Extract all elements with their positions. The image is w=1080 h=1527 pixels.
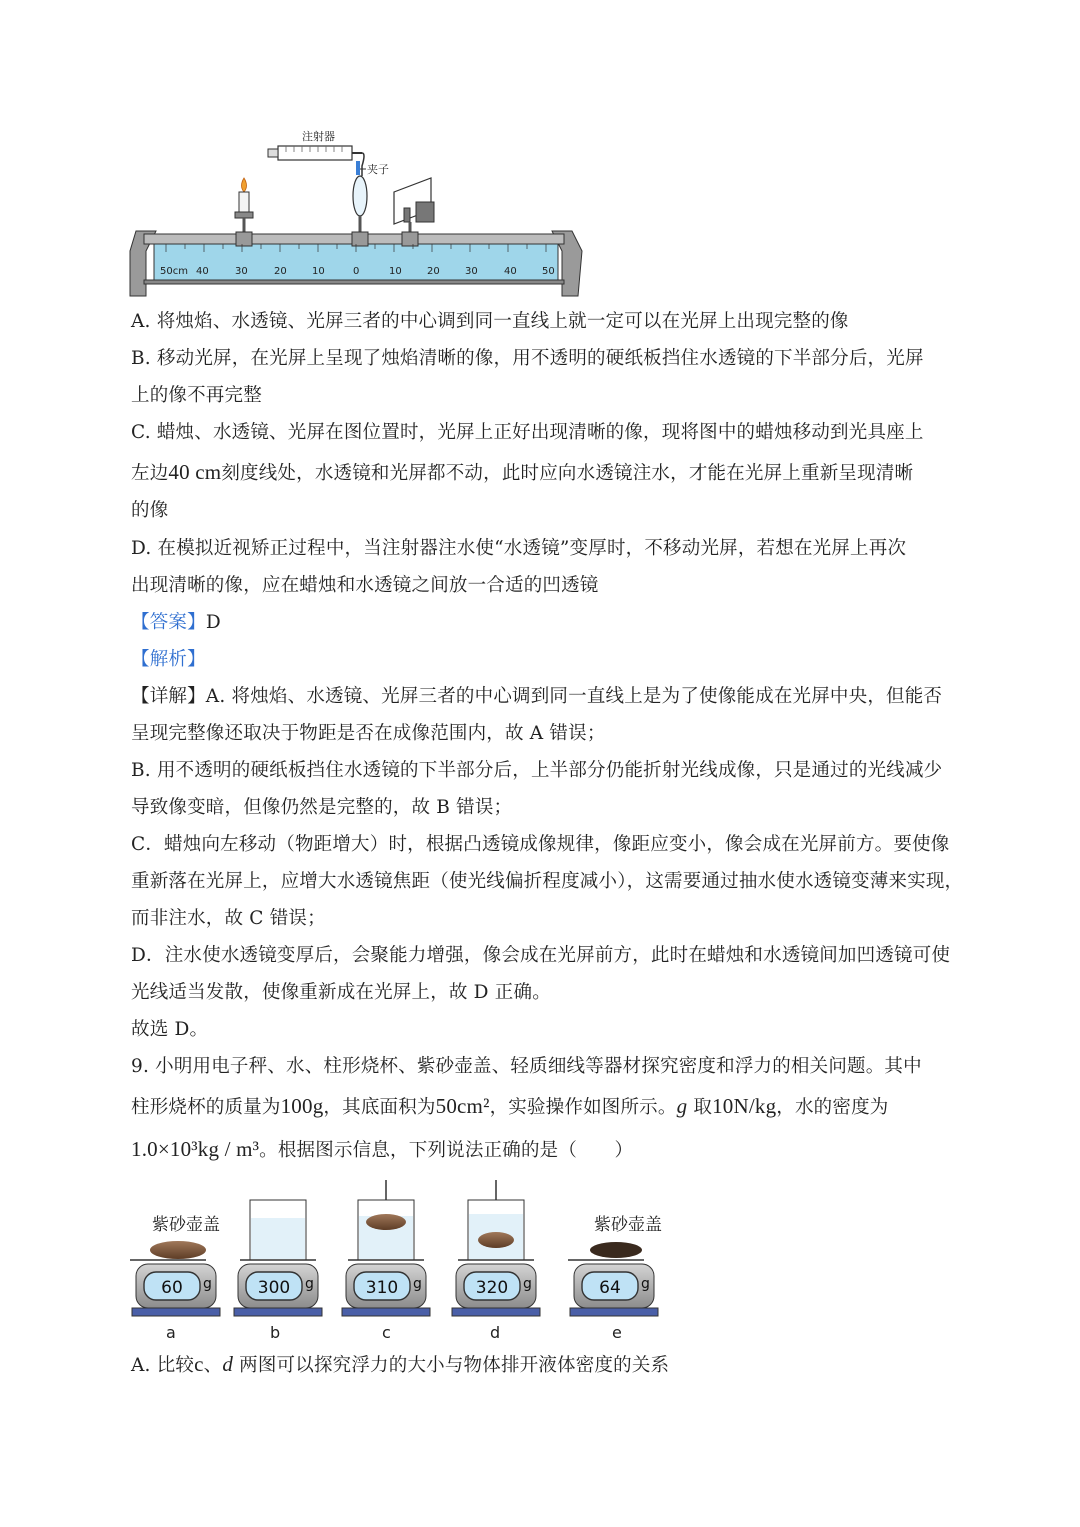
water-density: 1.0×10³kg / m³ [131, 1137, 260, 1161]
q8-option-c-line3: 的像 [131, 500, 169, 521]
ruler-tick-label: 40 [504, 266, 517, 277]
scale-reading: 320 [475, 1278, 509, 1298]
q9-line3 [131, 1137, 633, 1163]
detail-line-7: 而非注水，故 C 错误； [131, 908, 326, 929]
scale-unit: g [203, 1276, 212, 1292]
base-area: 50cm² [435, 1094, 490, 1118]
scale-unit: g [641, 1276, 650, 1292]
syringe-label: 注射器 [302, 130, 335, 143]
q9-text: 取 [687, 1097, 713, 1118]
clip-label: 夹子 [367, 163, 389, 176]
detail-line-4: 导致像变暗，但像仍然是完整的，故 B 错误； [131, 797, 513, 818]
q9-line1: 9. 小明用电子秤、水、柱形烧杯、紫砂壶盖、轻质细线等器材探究密度和浮力的相关问题。其中 [131, 1056, 922, 1077]
scale-letter: b [270, 1323, 281, 1342]
scale-reading: 60 [161, 1278, 183, 1298]
analysis-tag: 【解析】 [131, 649, 206, 670]
lid-label-e: 紫砂壶盖 [594, 1215, 662, 1235]
q8-option-c-text: 刻度线处，水透镜和光屏都不动，此时应向水透镜注水，才能在光屏上重新呈现清晰 [221, 463, 914, 484]
scale-reading: 300 [257, 1278, 291, 1298]
detail-line-2: 呈现完整像还取决于物距是否在成像范围内，故 A 错误； [131, 723, 606, 744]
ruler-tick-label: 0 [353, 266, 360, 277]
ruler-tick-label: 20 [427, 266, 440, 277]
q9-text: ，实验操作如图所示。 [489, 1097, 677, 1118]
scales-figure [126, 1176, 686, 1346]
scale-letter: d [490, 1323, 501, 1342]
optical-bench-figure [126, 126, 586, 301]
fig-ref-d: d [222, 1352, 234, 1376]
detail-line-5: C．蜡烛向左移动（物距增大）时，根据凸透镜成像规律，像距应变小，像会成在光屏前方。要使像 [131, 834, 950, 855]
scale-letter: c [382, 1323, 391, 1342]
detail-line-3: B. 用不透明的硬纸板挡住水透镜的下半部分后，上半部分仍能折射光线成像，只是通过的光线减少 [131, 760, 943, 781]
water-lens [353, 176, 367, 216]
ruler-tick-label: 20 [274, 266, 287, 277]
syringe [268, 146, 364, 176]
ruler-tick-label: 50 [542, 266, 555, 277]
detail-line-8: D．注水使水透镜变厚后，会聚能力增强，像会成在光屏前方，此时在蜡烛和水透镜间加凹透镜可使 [131, 945, 951, 966]
ruler-tick-label: 10 [312, 266, 325, 277]
light-screen [394, 178, 434, 236]
clip [356, 161, 360, 175]
scale-reading: 64 [599, 1278, 621, 1298]
scale-reading: 310 [365, 1278, 399, 1298]
scale-unit: g [413, 1276, 422, 1292]
q9-text: 、 [203, 1355, 223, 1376]
scale-unit: g [305, 1276, 314, 1292]
q8-option-c-line1: C. 蜡烛、水透镜、光屏在图位置时，光屏上正好出现清晰的像，现将图中的蜡烛移动到光具座上 [131, 422, 924, 443]
q9-text: ，水的密度为 [776, 1097, 889, 1118]
q9-option-a [131, 1352, 669, 1378]
q9-line2 [131, 1094, 888, 1120]
fig-ref-c: c [194, 1352, 204, 1376]
ruler-tick-label: 30 [235, 266, 248, 277]
q8-option-c-distance: 40 cm [168, 460, 222, 484]
ruler-tick-label: 30 [465, 266, 478, 277]
conclusion: 故选 D。 [131, 1019, 209, 1040]
q9-text: 柱形烧杯的质量为 [131, 1097, 281, 1118]
gravity-value: 10N/kg [712, 1094, 777, 1118]
ruler-tick-label: 10 [389, 266, 402, 277]
detail-line-9: 光线适当发散，使像重新成在光屏上，故 D 正确。 [131, 982, 551, 1003]
q8-option-a: A. 将烛焰、水透镜、光屏三者的中心调到同一直线上就一定可以在光屏上出现完整的像 [131, 311, 849, 332]
q8-option-b-line1: B. 移动光屏，在光屏上呈现了烛焰清晰的像，用不透明的硬纸板挡住水透镜的下半部分后，光屏 [131, 348, 924, 369]
q8-option-d-line2: 出现清晰的像，应在蜡烛和水透镜之间放一合适的凹透镜 [131, 575, 599, 596]
scale-letter: a [166, 1323, 176, 1342]
q9-text: 两图可以探究浮力的大小与物体排开液体密度的关系 [233, 1355, 670, 1376]
answer-value: D [205, 612, 221, 633]
q8-option-c-line2 [131, 460, 913, 486]
lid-label-a: 紫砂壶盖 [152, 1215, 220, 1235]
q8-option-d-line1: D. 在模拟近视矫正过程中，当注射器注水使“水透镜”变厚时，不移动光屏，若想在光屏上再次 [131, 538, 907, 559]
detail-line-6: 重新落在光屏上，应增大水透镜焦距（使光线偏折程度减小），这需要通过抽水使水透镜变薄来实现， [131, 871, 964, 892]
ruler-unit: 50cm [160, 266, 188, 277]
q8-option-b-line2: 上的像不再完整 [131, 385, 262, 406]
scale-unit: g [523, 1276, 532, 1292]
scale-b [234, 1200, 322, 1316]
answer-tag: 【答案】 [131, 612, 206, 633]
gravity-symbol: g [676, 1094, 688, 1118]
q8-option-c-text: 左边 [131, 463, 169, 484]
ruler-tick-label: 40 [196, 266, 209, 277]
answer-line [131, 611, 221, 635]
q9-text: 。根据图示信息，下列说法正确的是（ ） [259, 1140, 634, 1161]
candle [235, 178, 253, 236]
detail-line-1: 【详解】A. 将烛焰、水透镜、光屏三者的中心调到同一直线上是为了使像能成在光屏中央，但能否 [131, 686, 943, 707]
scale-letter: e [612, 1323, 622, 1342]
q9-text: ，其底面积为 [323, 1097, 436, 1118]
q9-text: A. 比较 [131, 1355, 195, 1376]
beaker-mass: 100g [280, 1094, 324, 1118]
